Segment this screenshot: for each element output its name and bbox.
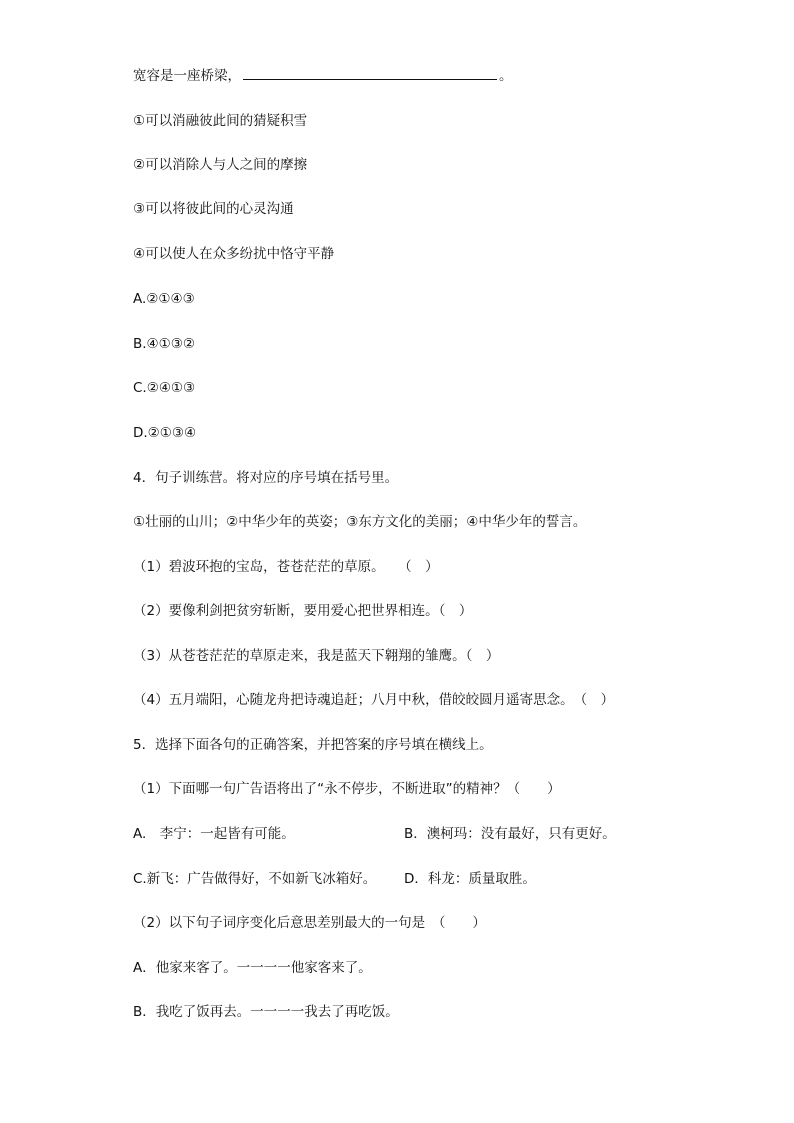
intro-sentence — [133, 67, 513, 85]
q3-option-4: ④可以使人在众多纷扰中恪守平静 — [133, 246, 335, 262]
intro-prefix: 宽容是一座桥梁， — [133, 68, 241, 84]
q3-option-2: ②可以消除人与人之间的摩擦 — [133, 157, 308, 173]
q4-item-2: （2）要像利剑把贫穷斩断，要用爱心把世界相连。（ ） — [133, 603, 473, 619]
q3-choice-a: A.②①④③ — [133, 291, 195, 307]
fill-in-blank — [243, 67, 497, 80]
q5-sub1-choice-d: D．科龙：质量取胜。 — [404, 871, 536, 887]
q5-sub1-question: （1）下面哪一句广告语将出了“永不停步，不断进取”的精神？（ ） — [133, 781, 561, 797]
q4-item-1: （1）碧波环抱的宝岛，苍苍茫茫的草原。 （ ） — [133, 559, 439, 575]
q3-option-3: ③可以将彼此间的心灵沟通 — [133, 201, 294, 217]
q5-sub1-choice-b: B．澳柯玛：没有最好，只有更好。 — [404, 826, 616, 842]
q3-choice-d: D.②①③④ — [133, 425, 197, 441]
q3-option-1: ①可以消融彼此间的猜疑积雪 — [133, 113, 308, 129]
q4-title: 4．句子训练营。将对应的序号填在括号里。 — [133, 470, 399, 486]
q5-sub1-choice-a: A. 李宁：一起皆有可能。 — [133, 826, 295, 842]
q5-sub1-choice-c: C.新飞：广告做得好，不如新飞冰箱好。 — [133, 871, 377, 887]
q5-sub2-choice-a: A．他家来客了。一一一一他家客来了。 — [133, 960, 372, 976]
q5-sub2-question: （2）以下句子词序变化后意思差别最大的一句是 （ ） — [133, 915, 486, 931]
q4-item-4: （4）五月端阳，心随龙舟把诗魂追赶；八月中秋，借皎皎圆月遥寄思念。 （ ） — [133, 692, 615, 708]
q5-sub2-choice-b: B．我吃了饭再去。一一一一我去了再吃饭。 — [133, 1004, 399, 1020]
q4-item-3: （3）从苍苍茫茫的草原走来，我是蓝天下翱翔的雏鹰。（ ） — [133, 648, 500, 664]
q3-choice-b: B.④①③② — [133, 336, 195, 352]
intro-suffix: 。 — [499, 68, 513, 84]
q3-choice-c: C.②④①③ — [133, 380, 196, 396]
q5-title: 5．选择下面各句的正确答案，并把答案的序号填在横线上。 — [133, 737, 493, 753]
q4-options: ①壮丽的山川；②中华少年的英姿；③东方文化的美丽；④中华少年的誓言。 — [133, 514, 587, 530]
